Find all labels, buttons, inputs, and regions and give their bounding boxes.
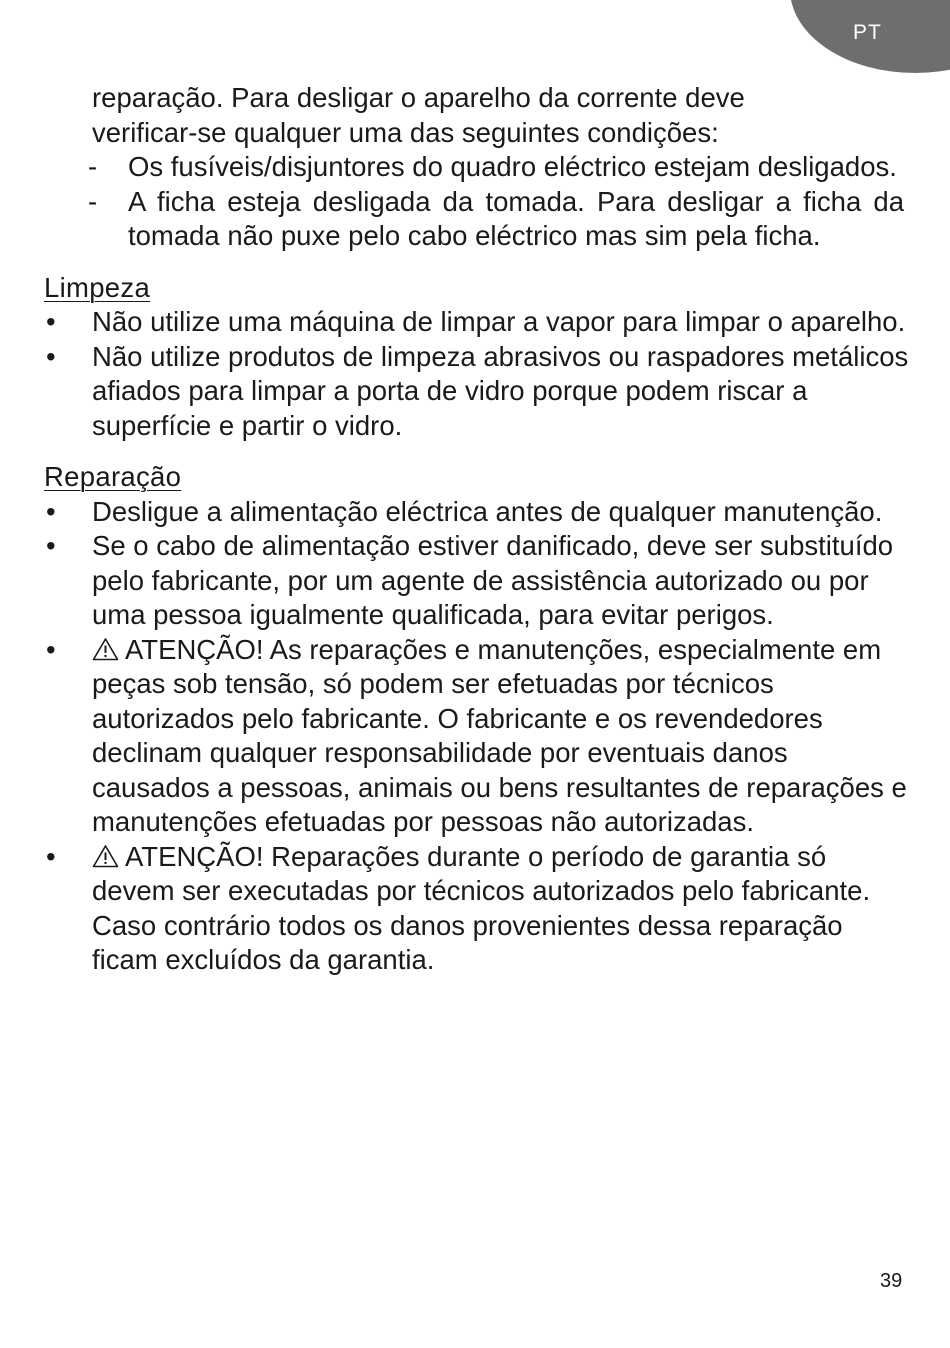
bullet-marker: • — [46, 840, 56, 872]
bullet-marker: • — [46, 495, 56, 527]
intro-line-1: reparação. Para desligar o aparelho da corrente deve — [92, 82, 745, 113]
repair-list — [0, 495, 950, 978]
condition-text: Os fusíveis/disjuntores do quadro eléctrico estejam desligados. — [128, 151, 897, 182]
bullet-marker: • — [46, 306, 56, 337]
bullet-marker: • — [46, 340, 56, 372]
repair-heading: Reparação — [44, 461, 182, 492]
condition-item — [0, 150, 950, 185]
page-number: 39 — [880, 1270, 903, 1292]
bullet-marker: • — [46, 633, 56, 665]
list-item — [0, 340, 950, 444]
list-item-text: Desligue a alimentação eléctrica antes de qualquer manutenção. — [92, 495, 883, 527]
cleaning-heading: Limpeza — [44, 271, 151, 303]
warning-triangle-icon — [92, 637, 119, 661]
list-item — [0, 529, 950, 633]
list-item — [0, 495, 950, 530]
intro-line-2: verificar-se qualquer uma das seguintes condições: — [92, 116, 719, 148]
list-item — [0, 305, 950, 340]
language-label: PT — [853, 21, 882, 44]
list-item-text: ATENÇÃO! As reparações e manutenções, especialmente em peças sob tensão, só podem ser efetuadas por técnicos autorizados pelo fabricante. O fabricante e os revendedores declinam qualquer responsabilidade por eventuais danos causados a pessoas, animais ou bens resultantes de reparações e manutenções efetuadas por pessoas não autorizadas. — [92, 633, 907, 837]
list-item-text: ATENÇÃO! Reparações durante o período de garantia só devem ser executadas por técnicos autorizados pelo fabricante. Caso contrário todos os danos provenientes dessa reparação ficam excluídos da garantia. — [92, 840, 871, 975]
condition-item — [0, 185, 950, 254]
condition-list — [0, 150, 950, 254]
document-body — [0, 81, 950, 978]
dash-marker: - — [88, 185, 98, 217]
list-item-text: Não utilize uma máquina de limpar a vapor para limpar o aparelho. — [92, 306, 906, 337]
list-item — [0, 840, 950, 978]
condition-text: A ficha esteja desligada da tomada. Para desligar a ficha da tomada não puxe pelo cabo eléctrico mas sim pela ficha. — [128, 185, 904, 251]
list-item — [0, 633, 950, 840]
cleaning-list — [0, 305, 950, 443]
dash-marker: - — [88, 151, 98, 182]
bullet-marker: • — [46, 530, 56, 561]
list-item-text: Não utilize produtos de limpeza abrasivos ou raspadores metálicos afiados para limpar a porta de vidro porque podem riscar a superfície e partir o vidro. — [92, 340, 909, 441]
list-item-text: Se o cabo de alimentação estiver danificado, deve ser substituído pelo fabricante, por um agente de assistência autorizado ou por uma pessoa igualmente qualificada, para evitar perigos. — [92, 530, 894, 630]
warning-triangle-icon — [92, 844, 119, 868]
